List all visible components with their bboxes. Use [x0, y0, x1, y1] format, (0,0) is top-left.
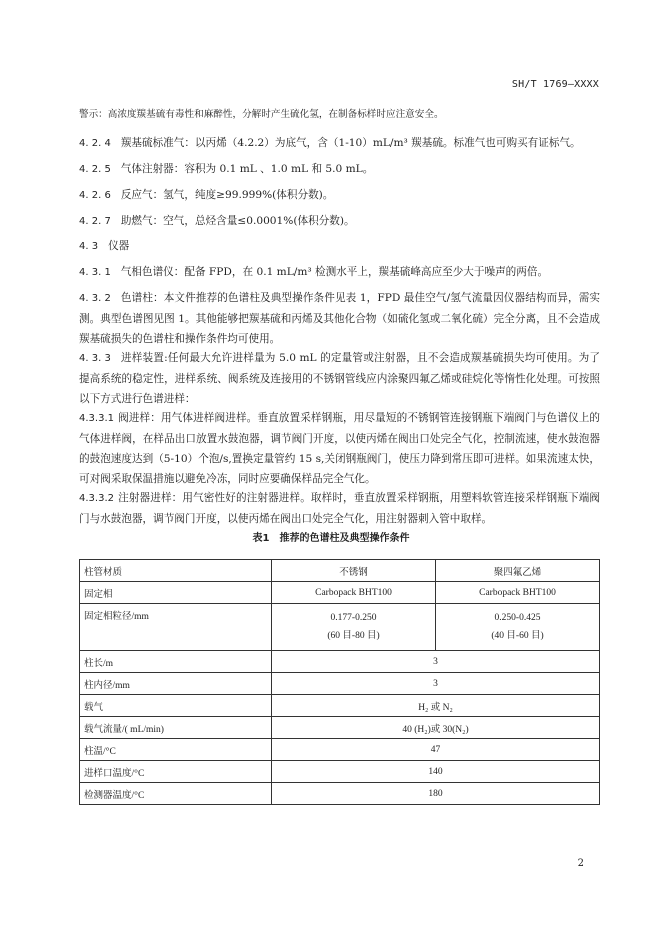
row-label: 载气流量/( mL/min): [80, 717, 272, 739]
row-value: 180: [272, 783, 600, 805]
clause-text: 进样装置:任何最大允许进样量为 5.0 mL 的定量管或注射器，且不会造成羰基硫损失均可使用。为了提高系统的稳定性，进样系统、阀系统及连接用的不锈钢管线应内涂聚四氟乙烯或硅烷化等惰性化处理。可按照以下方式进行色谱进样：: [79, 352, 600, 405]
row-label: 载气: [80, 695, 272, 717]
clause-number: 4.3.3.2: [79, 493, 114, 504]
table-row: [80, 604, 600, 651]
document-code: SH/T 1769—XXXX: [511, 79, 599, 90]
clause-number: 4. 2. 5: [79, 164, 111, 175]
clause-4-2-4: [79, 133, 600, 154]
table-row: [80, 582, 600, 604]
clause-text: 气相色谱仪：配备 FPD，在 0.1 mL/m³ 检测水平上，羰基硫峰高应至少大于噪声的两倍。: [120, 266, 549, 278]
clause-text: 反应气：氢气，纯度≥99.999%(体积分数)。: [120, 189, 334, 201]
row-value: 140: [272, 761, 600, 783]
clause-4-2-6: [79, 185, 600, 206]
row-label: 固定相: [80, 582, 272, 604]
cell-stainless: Carbopack BHT100: [272, 582, 436, 604]
cell-ptfe: Carbopack BHT100: [436, 582, 600, 604]
cell-ptfe: 聚四氟乙烯: [436, 560, 600, 582]
clause-4-3-3-1: [79, 408, 600, 489]
column-conditions-table: [79, 559, 600, 805]
row-value: 3: [272, 651, 600, 673]
clause-number: 4. 3. 1: [79, 267, 111, 278]
particle-size-mm: 0.250-0.425: [494, 613, 541, 623]
page-number: 2: [577, 858, 584, 869]
section-number: 4. 3: [79, 241, 99, 252]
clause-4-2-5: [79, 159, 600, 180]
table-row: [80, 717, 600, 739]
clause-number: 4. 2. 6: [79, 190, 111, 201]
section-title: 仪器: [108, 240, 130, 252]
safety-warning: 警示：高浓度羰基硫有毒性和麻醉性，分解时产生硫化氢，在制备标样时应注意安全。: [79, 109, 444, 120]
row-label: 进样口温度/°C: [80, 761, 272, 783]
clause-4-3-1: [79, 262, 600, 283]
table-row: [80, 761, 600, 783]
particle-size-mm: 0.177-0.250: [330, 613, 377, 623]
table-row: [80, 783, 600, 805]
clause-text: 阀进样：用气体进样阀进样。垂直放置采样钢瓶，用尽量短的不锈钢管连接钢瓶下端阀门与色谱仪上的气体进样阀，在样品出口放置水鼓泡器，调节阀门开度，以使丙烯在阀出口处完全气化，控制流速，使水鼓泡器的鼓泡速度达到（5-10）个泡/s,置换定量管约 15 s,关闭钢瓶阀门，使压力降到常压即可进样。如果流速太快，可对阀采取保温措施以避免冷冻，同时应要确保样品完全气化。: [79, 412, 600, 485]
clause-4-3-3-2: [79, 488, 600, 529]
clause-text: 助燃气：空气，总烃含量≤0.0001%(体积分数)。: [120, 215, 355, 227]
table-row: [80, 651, 600, 673]
table-caption: 表1 推荐的色谱柱及典型操作条件: [252, 533, 410, 544]
table-row: [80, 739, 600, 761]
cell-stainless: [272, 604, 436, 651]
clause-number: 4.3.3.1: [79, 413, 114, 424]
row-value: 47: [272, 739, 600, 761]
row-value: H₂ 或 N₂: [272, 695, 600, 717]
row-label: 柱管材质: [80, 560, 272, 582]
table-row: [80, 560, 600, 582]
clause-text: 色谱柱：本文件推荐的色谱柱及典型操作条件见表 1，FPD 最佳空气/氢气流量因仪器结构而异，需实测。典型色谱图见图 1。其他能够把羰基硫和丙烯及其他化合物（如硫化氢或二氧化硫）完全分离，且不会造成羰基硫损失的色谱柱和操作条件均可使用。: [79, 292, 600, 345]
particle-size-mesh: (40 目-60 目): [491, 631, 544, 641]
table-row: [80, 673, 600, 695]
cell-ptfe: [436, 604, 600, 651]
clause-number: 4. 2. 4: [79, 138, 111, 149]
clause-number: 4. 3. 3: [79, 353, 111, 364]
row-value: 3: [272, 673, 600, 695]
cell-stainless: 不锈钢: [272, 560, 436, 582]
clause-text: 气体注射器：容积为 0.1 mL 、1.0 mL 和 5.0 mL。: [120, 163, 374, 175]
clause-4-3-2: [79, 288, 600, 349]
clause-number: 4. 3. 2: [79, 293, 111, 304]
clause-4-2-7: [79, 211, 600, 232]
row-value: 40 (H₂)或 30(N₂): [272, 717, 600, 739]
clause-text: 羰基硫标准气：以丙烯（4.2.2）为底气，含（1-10）mL/m³ 羰基硫。标准气也可购买有证标气。: [120, 137, 581, 149]
row-label: 柱长/m: [80, 651, 272, 673]
clause-number: 4. 2. 7: [79, 216, 111, 227]
clause-4-3-3: [79, 348, 600, 409]
row-label: 柱温/°C: [80, 739, 272, 761]
row-label: 检测器温度/°C: [80, 783, 272, 805]
section-heading-instruments: [79, 236, 600, 257]
table-row: [80, 695, 600, 717]
particle-size-mesh: (60 目-80 目): [327, 631, 380, 641]
clause-text: 注射器进样：用气密性好的注射器进样。取样时，垂直放置采样钢瓶，用塑料软管连接采样钢瓶下端阀门与水鼓泡器，调节阀门开度，以使丙烯在阀出口处完全气化，用注射器刺入管中取样。: [79, 492, 600, 525]
row-label: 柱内径/mm: [80, 673, 272, 695]
row-label: 固定相粒径/mm: [80, 604, 272, 651]
